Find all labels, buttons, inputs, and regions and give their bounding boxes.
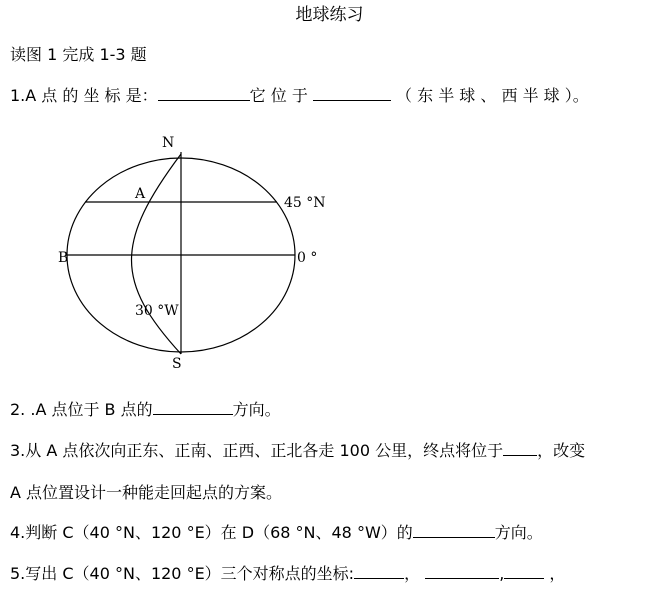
q1-blank-hemisphere[interactable] (313, 86, 391, 101)
question-5 (10, 561, 565, 584)
label-45n: 45 °N (284, 195, 326, 211)
q2-text-1: 2. .A 点位于 B 点的 (10, 400, 153, 419)
label-point-b: B (58, 250, 69, 266)
q3-text-2: ，改变 (537, 441, 586, 460)
question-3-line-2: A 点位置设计一种能走回起点的方案。 (10, 483, 283, 502)
q1-blank-coordinate[interactable] (158, 86, 250, 101)
q5-blank-2[interactable] (425, 564, 499, 579)
page-title: 地球练习 (295, 5, 364, 25)
q4-text-1: 4.判断 C（40 °N、120 °E）在 D（68 °N、48 °W）的 (10, 523, 413, 542)
q2-text-2: 方向。 (232, 400, 281, 419)
q1-text-3: （ 东 半 球 、 西 半 球 ）。 (396, 86, 589, 105)
q3-text-1: 3.从 A 点依次向正东、正南、正西、正北各走 100 公里，终点将位于 (10, 441, 504, 460)
question-2 (10, 397, 281, 420)
question-3 (10, 438, 585, 461)
q5-text-1: 5.写出 C（40 °N、120 °E）三个对称点的坐标: (10, 564, 355, 583)
question-1 (10, 83, 589, 106)
q5-sep-1: ， (404, 564, 421, 583)
q1-colon: ： (141, 86, 158, 105)
label-30w: 30 °W (135, 303, 179, 319)
q1-text-2: 它 位 于 (249, 86, 308, 105)
q1-text-1: 1.A 点 的 坐 标 是 (10, 86, 142, 105)
question-4 (10, 520, 543, 543)
q3-blank-endpoint[interactable] (503, 441, 537, 456)
label-north: N (162, 135, 175, 151)
q5-blank-1[interactable] (354, 564, 404, 579)
label-south: S (172, 356, 182, 372)
q4-blank-direction[interactable] (413, 523, 495, 538)
q2-blank-direction[interactable] (153, 400, 233, 415)
globe-figure (55, 132, 345, 372)
q5-sep-3: ， (549, 564, 566, 583)
label-equator: 0 ° (297, 250, 318, 266)
meridian-30w (132, 154, 182, 354)
label-point-a: A (135, 186, 146, 202)
q5-blank-3[interactable] (504, 564, 544, 579)
intro-text: 读图 1 完成 1-3 题 (10, 45, 147, 64)
q5-sep-2: , (499, 564, 505, 583)
q4-text-2: 方向。 (494, 523, 543, 542)
